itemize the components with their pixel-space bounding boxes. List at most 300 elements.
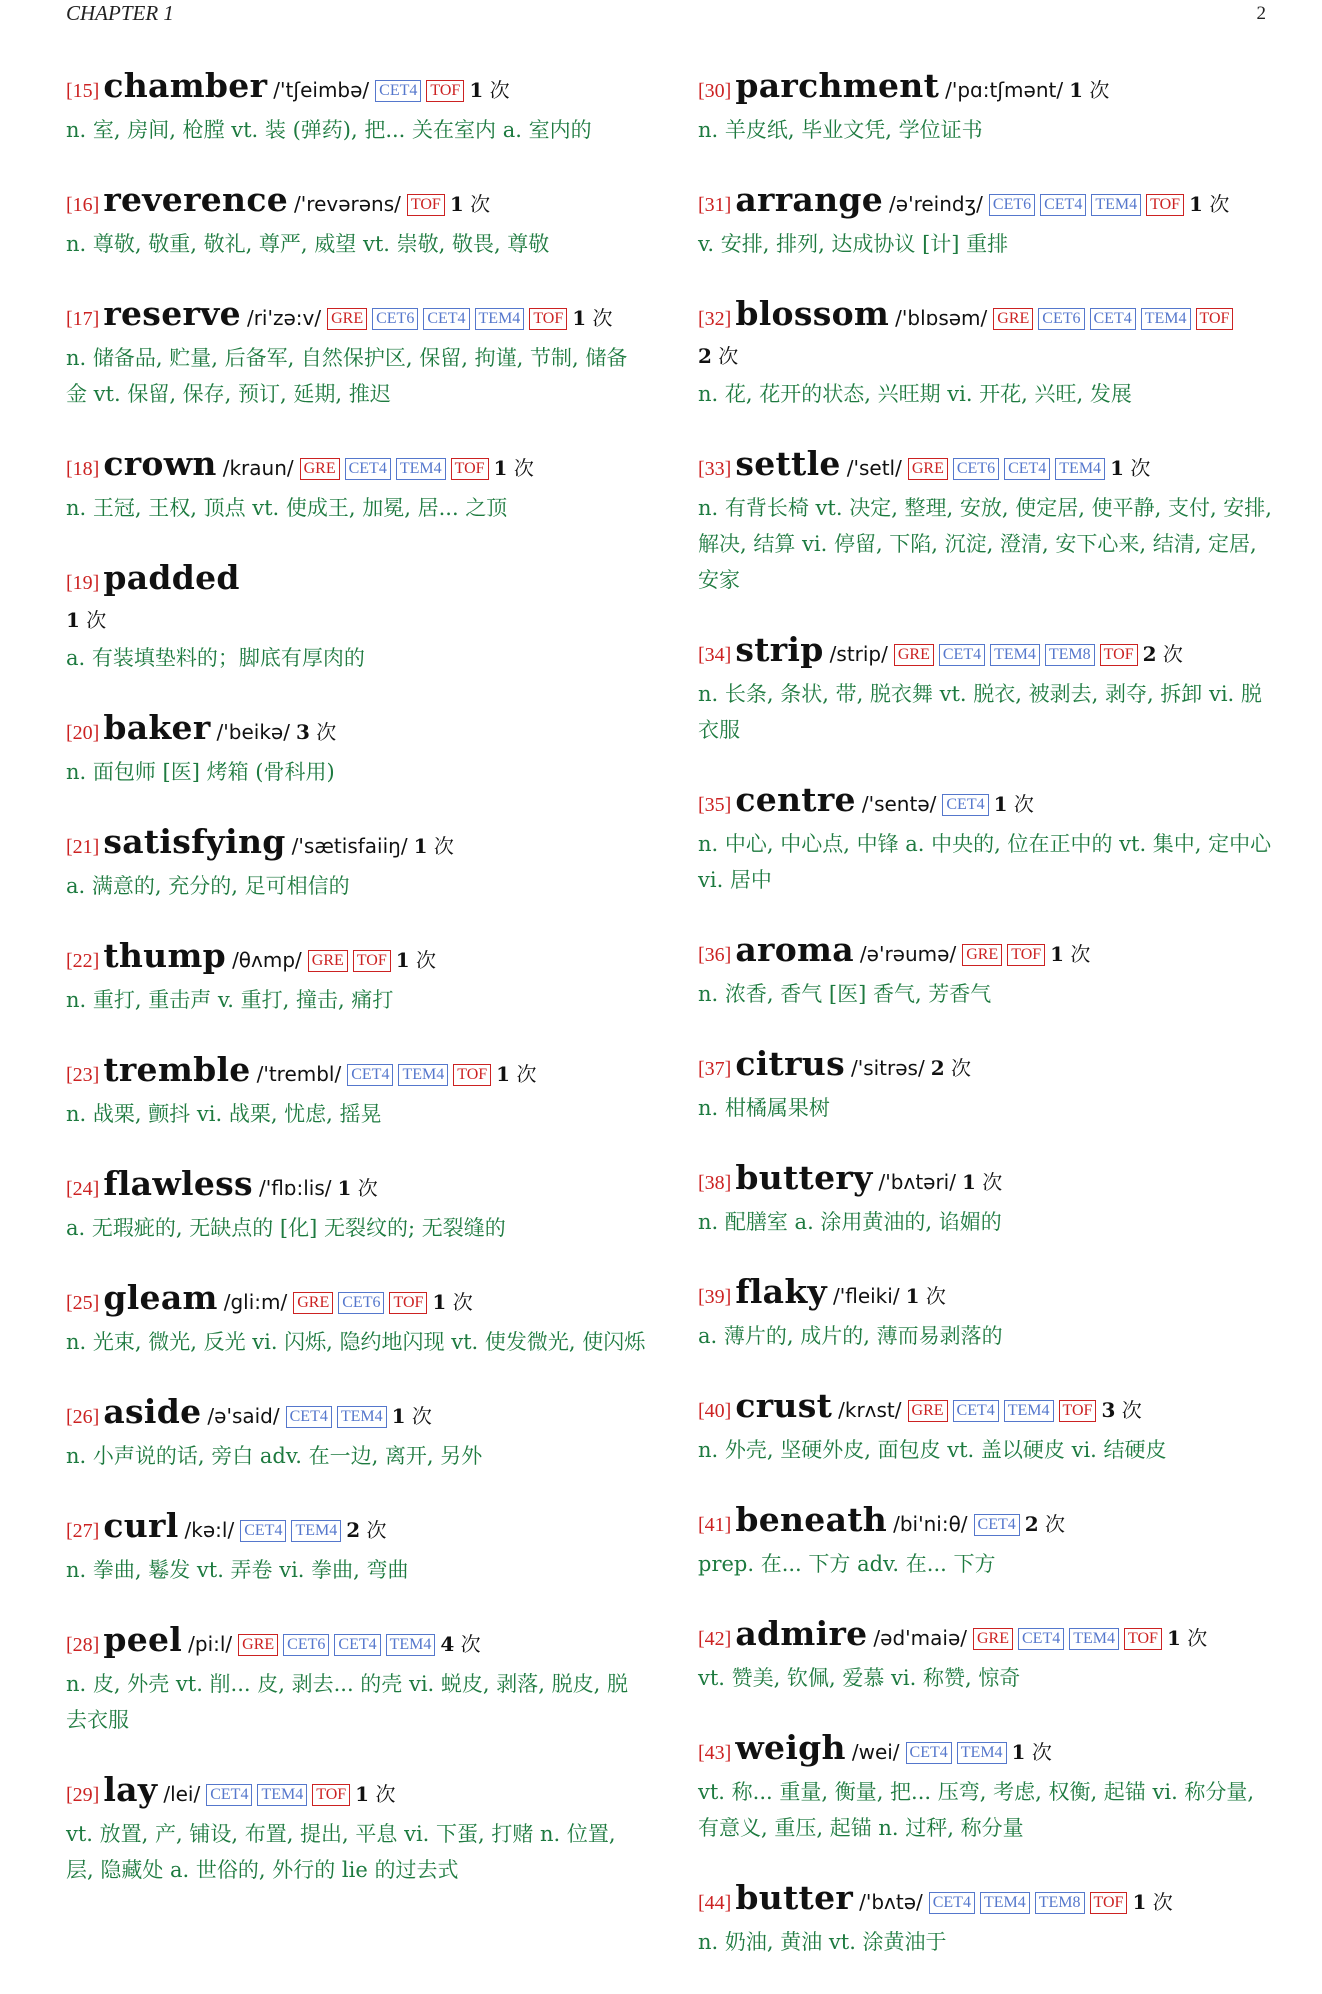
exam-tag-tof: TOF (353, 950, 391, 972)
occurrence-count (414, 834, 454, 858)
count-value: 2 (1024, 1512, 1039, 1536)
count-value: 1 (1110, 456, 1124, 480)
occurrence-count (450, 192, 490, 216)
count-unit: 次 (416, 948, 437, 972)
phonetic: /'beikə/ (216, 720, 290, 744)
count-value: 3 (295, 720, 310, 744)
exam-tag-tem4: TEM4 (1091, 194, 1141, 216)
count-value: 1 (337, 1176, 352, 1200)
vocab-entry (698, 1502, 1278, 1582)
definition: a. 无瑕疵的, 无缺点的 [化] 无裂纹的; 无裂缝的 (66, 1216, 506, 1240)
count-value: 1 (993, 792, 1008, 816)
count-value: 1 (1166, 1626, 1181, 1650)
count-unit: 次 (513, 456, 534, 480)
exam-tag-cet4: CET4 (929, 1892, 975, 1914)
exam-tag-tof: TOF (1007, 944, 1045, 966)
exam-tag-cet4: CET4 (1040, 194, 1086, 216)
entry-number: [24] (66, 1178, 100, 1200)
exam-tag-tof: TOF (426, 80, 464, 102)
entry-headline (66, 1394, 646, 1436)
count-value: 1 (1069, 78, 1083, 102)
vocab-entry (66, 1622, 646, 1738)
exam-tag-cet4: CET4 (206, 1784, 252, 1806)
entry-headline (698, 1274, 1278, 1316)
definition: n. 皮, 外壳 vt. 削... 皮, 剥去... 的壳 vi. 蜕皮, 剥落, 脱皮, 脱去衣服 (66, 1672, 628, 1732)
occurrence-count (1110, 456, 1150, 480)
exam-tag-cet4: CET4 (240, 1520, 286, 1542)
exam-tag-cet4: CET4 (942, 794, 988, 816)
definition: n. 配膳室 a. 涂用黄油的, 谄媚的 (698, 1210, 1002, 1234)
definition: n. 尊敬, 敬重, 敬礼, 尊严, 威望 vt. 崇敬, 敬畏, 尊敬 (66, 232, 550, 256)
headword: admire (735, 1614, 868, 1653)
occurrence-count (1132, 1890, 1172, 1914)
definition: v. 安排, 排列, 达成协议 [计] 重排 (698, 232, 1009, 256)
entry-headline (66, 296, 646, 338)
exam-tag-tem4: TEM4 (386, 1634, 436, 1656)
entry-number: [17] (66, 308, 100, 330)
count-value: 1 (961, 1170, 976, 1194)
entry-number: [15] (66, 80, 100, 102)
occurrence-count (1167, 1626, 1207, 1650)
headword: flawless (103, 1164, 253, 1203)
entry-headline (66, 446, 646, 488)
vocab-entry (698, 632, 1278, 748)
entry-number: [38] (698, 1172, 732, 1194)
entry-headline (66, 710, 646, 752)
vocab-entry (66, 1280, 646, 1360)
count-value: 2 (1142, 642, 1157, 666)
occurrence-count (1050, 942, 1090, 966)
vocab-entry (698, 182, 1278, 262)
count-unit: 次 (982, 1170, 1003, 1194)
vocab-entry (66, 1394, 646, 1474)
entry-number: [36] (698, 944, 732, 966)
headword: curl (103, 1506, 179, 1545)
entry-number: [42] (698, 1628, 732, 1650)
vocab-entry (66, 296, 646, 412)
phonetic: /əd'maiə/ (873, 1626, 967, 1650)
definition: n. 中心, 中心点, 中锋 a. 中央的, 位在正中的 vt. 集中, 定中心 vi. 居中 (698, 832, 1272, 892)
exam-tag-cet4: CET4 (974, 1514, 1020, 1536)
count-value: 1 (905, 1284, 920, 1308)
exam-tag-cet4: CET4 (1090, 308, 1136, 330)
exam-tag-gre: GRE (908, 458, 948, 480)
phonetic: /'bʌtə/ (859, 1890, 923, 1914)
headword: citrus (735, 1044, 845, 1083)
exam-tag-tem4: TEM4 (257, 1784, 307, 1806)
vocab-entry (66, 1052, 646, 1132)
exam-tag-gre: GRE (894, 644, 934, 666)
exam-tag-tem4: TEM4 (291, 1520, 341, 1542)
headword: aroma (735, 930, 854, 969)
phonetic: /gli:m/ (223, 1290, 288, 1314)
entry-headline (66, 1622, 646, 1664)
headword: strip (735, 630, 824, 669)
occurrence-count (392, 1404, 432, 1428)
count-unit: 次 (1130, 456, 1151, 480)
entry-headline (698, 1616, 1278, 1658)
exam-tag-cet4: CET4 (1004, 458, 1050, 480)
definition: n. 花, 花开的状态, 兴旺期 vi. 开花, 兴旺, 发展 (698, 382, 1132, 406)
headword: peel (103, 1620, 183, 1659)
occurrence-count (1012, 1740, 1052, 1764)
exam-tag-cet6: CET6 (283, 1634, 329, 1656)
occurrence-count (1025, 1512, 1065, 1536)
phonetic: /'sitrəs/ (850, 1056, 925, 1080)
entry-number: [34] (698, 644, 732, 666)
entry-headline (66, 1166, 646, 1208)
count-unit: 次 (86, 608, 107, 632)
count-unit: 次 (1070, 942, 1091, 966)
entry-number: [33] (698, 458, 732, 480)
vocab-entry (698, 932, 1278, 1012)
phonetic: /kə:l/ (184, 1518, 235, 1542)
count-unit: 次 (452, 1290, 473, 1314)
headword: weigh (735, 1728, 846, 1767)
definition: n. 储备品, 贮量, 后备军, 自然保护区, 保留, 拘谨, 节制, 储备金 vt. 保留, 保存, 预订, 延期, 推迟 (66, 346, 628, 406)
headword: padded (103, 558, 240, 597)
exam-tag-gre: GRE (308, 950, 348, 972)
phonetic: /'sætisfaiiŋ/ (291, 834, 408, 858)
phonetic: /lei/ (163, 1782, 201, 1806)
exam-tag-tem4: TEM4 (1141, 308, 1191, 330)
headword: crust (735, 1386, 833, 1425)
definition: n. 战栗, 颤抖 vi. 战栗, 忧虑, 摇晃 (66, 1102, 382, 1126)
definition: a. 满意的, 充分的, 足可相信的 (66, 874, 350, 898)
entry-headline (698, 1880, 1278, 1922)
count-unit: 次 (1089, 78, 1110, 102)
phonetic: /'setl/ (846, 456, 902, 480)
occurrence-count (1069, 78, 1109, 102)
vocab-entry (66, 446, 646, 526)
exam-tag-tem4: TEM4 (1069, 1628, 1119, 1650)
entry-headline (66, 68, 646, 110)
definition: n. 有背长椅 vt. 决定, 整理, 安放, 使定居, 使平静, 支付, 安排, 解决, 结算 vi. 停留, 下陷, 沉淀, 澄清, 安下心来, 结清, 定居, 安家 (698, 496, 1272, 592)
headword: thump (103, 936, 227, 975)
vocab-entry (66, 1166, 646, 1246)
entry-headline (66, 1508, 646, 1550)
definition: vt. 称... 重量, 衡量, 把... 压弯, 考虑, 权衡, 起锚 vi. 称分量, 有意义, 重压, 起锚 n. 过秤, 称分量 (698, 1780, 1255, 1840)
count-value: 1 (355, 1782, 370, 1806)
phonetic: /ri'zə:v/ (246, 306, 322, 330)
occurrence-count (962, 1170, 1002, 1194)
exam-tag-tem4: TEM4 (398, 1064, 448, 1086)
exam-tag-tof: TOF (389, 1292, 427, 1314)
headword: flaky (735, 1272, 827, 1311)
phonetic: /wei/ (851, 1740, 900, 1764)
exam-tag-cet4: CET4 (334, 1634, 380, 1656)
vocab-entry (698, 1616, 1278, 1696)
count-unit: 次 (375, 1782, 396, 1806)
phonetic: /'pɑ:tʃmənt/ (945, 78, 1064, 102)
entry-headline (66, 1772, 646, 1814)
entry-number: [26] (66, 1406, 100, 1428)
entry-headline (698, 932, 1278, 974)
phonetic: /θʌmp/ (232, 948, 302, 972)
vocab-entry (698, 1160, 1278, 1240)
exam-tag-cet4: CET4 (345, 458, 391, 480)
occurrence-count (296, 720, 336, 744)
occurrence-count (496, 1062, 536, 1086)
count-value: 1 (1011, 1740, 1026, 1764)
exam-tag-gre: GRE (293, 1292, 333, 1314)
vocab-entry (66, 824, 646, 904)
count-value: 3 (1101, 1398, 1116, 1422)
entry-headline (66, 1052, 646, 1094)
count-value: 2 (930, 1056, 945, 1080)
exam-tag-cet4: CET4 (423, 308, 469, 330)
vocab-entry (698, 446, 1278, 598)
occurrence-count (906, 1284, 946, 1308)
exam-tag-tem8: TEM8 (1035, 1892, 1085, 1914)
definition: n. 王冠, 王权, 顶点 vt. 使成王, 加冕, 居... 之顶 (66, 496, 508, 520)
occurrence-count (432, 1290, 472, 1314)
count-unit: 次 (366, 1518, 387, 1542)
entry-number: [27] (66, 1520, 100, 1542)
count-value: 1 (395, 948, 410, 972)
phonetic: /strip/ (829, 642, 888, 666)
page-number: 2 (1256, 3, 1266, 24)
entry-number: [41] (698, 1514, 732, 1536)
vocab-entry (698, 782, 1278, 898)
headword: centre (735, 780, 856, 819)
count-value: 1 (432, 1290, 447, 1314)
exam-tag-cet6: CET6 (372, 308, 418, 330)
entry-headline (698, 1046, 1278, 1088)
vocab-entry (698, 296, 1278, 412)
exam-tag-cet4: CET4 (375, 80, 421, 102)
exam-tag-tof: TOF (529, 308, 567, 330)
occurrence-count (1101, 1398, 1141, 1422)
count-value: 1 (1132, 1890, 1147, 1914)
definition: n. 柑橘属果树 (698, 1096, 830, 1120)
phonetic: /'blɒsəm/ (895, 306, 988, 330)
exam-tag-gre: GRE (973, 1628, 1013, 1650)
phonetic: /pi:l/ (188, 1632, 233, 1656)
exam-tag-tem4: TEM4 (957, 1742, 1007, 1764)
count-unit: 次 (1013, 792, 1034, 816)
entry-number: [43] (698, 1742, 732, 1764)
count-value: 1 (413, 834, 428, 858)
headword: baker (103, 708, 211, 747)
vocab-entry (698, 1046, 1278, 1126)
exam-tag-gre: GRE (962, 944, 1002, 966)
occurrence-count (494, 456, 534, 480)
count-unit: 次 (1152, 1890, 1173, 1914)
definition: n. 光束, 微光, 反光 vi. 闪烁, 隐约地闪现 vt. 使发微光, 使闪烁 (66, 1330, 646, 1354)
count-value: 1 (391, 1404, 406, 1428)
count-unit: 次 (718, 344, 739, 368)
exam-tag-tof: TOF (453, 1064, 491, 1086)
exam-tag-tof: TOF (1059, 1400, 1097, 1422)
headword: parchment (735, 66, 940, 105)
phonetic: /'revərəns/ (294, 192, 401, 216)
definition: vt. 赞美, 钦佩, 爱慕 vi. 称赞, 惊奇 (698, 1666, 1021, 1690)
headword: tremble (103, 1050, 251, 1089)
vocab-entry (698, 1730, 1278, 1846)
exam-tag-cet6: CET6 (1038, 308, 1084, 330)
vocab-entry (66, 68, 646, 148)
vocab-entry (66, 182, 646, 262)
exam-tag-tof: TOF (451, 458, 489, 480)
headword: reserve (103, 294, 241, 333)
phonetic: /ə'rəumə/ (859, 942, 957, 966)
exam-tag-cet4: CET4 (1018, 1628, 1064, 1650)
count-unit: 次 (516, 1062, 537, 1086)
exam-tag-gre: GRE (300, 458, 340, 480)
headword: arrange (735, 180, 884, 219)
exam-tag-tem4: TEM4 (475, 308, 525, 330)
exam-tag-cet4: CET4 (347, 1064, 393, 1086)
occurrence-count (469, 78, 509, 102)
exam-tag-tem4: TEM4 (337, 1406, 387, 1428)
headword: beneath (735, 1500, 888, 1539)
count-unit: 次 (433, 834, 454, 858)
exam-tag-tem4: TEM4 (396, 458, 446, 480)
definition: n. 重打, 重击声 v. 重打, 撞击, 痛打 (66, 988, 394, 1012)
count-unit: 次 (316, 720, 337, 744)
count-value: 1 (469, 78, 484, 102)
headword: buttery (735, 1158, 873, 1197)
exam-tag-gre: GRE (327, 308, 367, 330)
chapter-header: CHAPTER 1 (66, 1, 174, 25)
entry-number: [20] (66, 722, 100, 744)
entry-number: [44] (698, 1892, 732, 1914)
entry-number: [32] (698, 308, 732, 330)
vocab-entry (66, 560, 646, 676)
phonetic: /'flɒ:lis/ (258, 1176, 332, 1200)
entry-headline (698, 1160, 1278, 1202)
occurrence-count (572, 306, 612, 330)
phonetic: /'fleiki/ (832, 1284, 900, 1308)
count-value: 1 (1050, 942, 1065, 966)
exam-tag-tem4: TEM4 (1055, 458, 1105, 480)
count-value: 4 (440, 1632, 455, 1656)
headword: butter (735, 1878, 854, 1917)
left-column (66, 68, 646, 1922)
count-value: 2 (346, 1518, 361, 1542)
phonetic: /ə'reindʒ/ (889, 192, 983, 216)
exam-tag-gre: GRE (908, 1400, 948, 1422)
phonetic: /krʌst/ (838, 1398, 902, 1422)
vocab-entry (66, 938, 646, 1018)
count-value: 1 (66, 608, 80, 632)
headword: settle (735, 444, 841, 483)
definition: n. 面包师 [医] 烤箱 (骨科用) (66, 760, 335, 784)
entry-headline (698, 1730, 1278, 1772)
phonetic: /'sentə/ (861, 792, 937, 816)
exam-tag-tof: TOF (1146, 194, 1184, 216)
occurrence-count (396, 948, 436, 972)
occurrence-count (1189, 192, 1229, 216)
exam-tag-tof: TOF (1124, 1628, 1162, 1650)
definition: n. 羊皮纸, 毕业文凭, 学位证书 (698, 118, 983, 142)
occurrence-count (66, 602, 646, 638)
exam-tag-cet6: CET6 (338, 1292, 384, 1314)
definition: n. 拳曲, 鬈发 vt. 弄卷 vi. 拳曲, 弯曲 (66, 1558, 409, 1582)
entry-number: [35] (698, 794, 732, 816)
entry-headline (698, 446, 1278, 488)
count-unit: 次 (1187, 1626, 1208, 1650)
entry-headline (66, 1280, 646, 1322)
exam-tag-tem4: TEM4 (980, 1892, 1030, 1914)
count-value: 1 (1189, 192, 1203, 216)
count-unit: 次 (1209, 192, 1230, 216)
exam-tag-cet6: CET6 (953, 458, 999, 480)
definition: n. 浓香, 香气 [医] 香气, 芳香气 (698, 982, 992, 1006)
count-unit: 次 (925, 1284, 946, 1308)
definition: n. 长条, 条状, 带, 脱衣舞 vt. 脱衣, 被剥去, 剥夺, 拆卸 vi. 脱衣服 (698, 682, 1262, 742)
entry-headline (66, 560, 646, 638)
phonetic: /ə'said/ (207, 1404, 280, 1428)
phonetic: /'bʌtəri/ (878, 1170, 956, 1194)
definition: n. 室, 房间, 枪膛 vt. 装 (弹药), 把... 关在室内 a. 室内的 (66, 118, 592, 142)
entry-headline (698, 182, 1278, 224)
entry-headline (66, 938, 646, 980)
headword: gleam (103, 1278, 218, 1317)
occurrence-count (698, 338, 1278, 374)
entry-headline (698, 632, 1278, 674)
exam-tag-tof: TOF (1090, 1892, 1128, 1914)
count-value: 1 (496, 1062, 511, 1086)
count-unit: 次 (1031, 1740, 1052, 1764)
occurrence-count (440, 1632, 480, 1656)
exam-tag-gre: GRE (993, 308, 1033, 330)
entry-headline (66, 182, 646, 224)
definition: prep. 在... 下方 adv. 在... 下方 (698, 1552, 996, 1576)
exam-tag-cet4: CET4 (939, 644, 985, 666)
vocab-entry (698, 1880, 1278, 1960)
count-value: 2 (698, 344, 712, 368)
definition: n. 小声说的话, 旁白 adv. 在一边, 离开, 另外 (66, 1444, 483, 1468)
definition: n. 奶油, 黄油 vt. 涂黄油于 (698, 1930, 947, 1954)
right-column (698, 68, 1278, 1994)
entry-headline (698, 1502, 1278, 1544)
definition: vt. 放置, 产, 铺设, 布置, 提出, 平息 vi. 下蛋, 打赌 n. 位置, 层, 隐藏处 a. 世俗的, 外行的 lie 的过去式 (66, 1822, 616, 1882)
entry-number: [37] (698, 1058, 732, 1080)
exam-tag-tem4: TEM4 (990, 644, 1040, 666)
occurrence-count (994, 792, 1034, 816)
exam-tag-tof: TOF (407, 194, 445, 216)
entry-headline (698, 296, 1278, 374)
entry-number: [25] (66, 1292, 100, 1314)
vocab-entry (66, 710, 646, 790)
occurrence-count (931, 1056, 971, 1080)
exam-tag-tem8: TEM8 (1045, 644, 1095, 666)
entry-number: [28] (66, 1634, 100, 1656)
exam-tag-cet4: CET4 (953, 1400, 999, 1422)
count-unit: 次 (489, 78, 510, 102)
count-unit: 次 (470, 192, 491, 216)
headword: blossom (735, 294, 890, 333)
count-unit: 次 (411, 1404, 432, 1428)
entry-number: [39] (698, 1286, 732, 1308)
count-unit: 次 (592, 306, 613, 330)
count-value: 1 (493, 456, 508, 480)
entry-number: [22] (66, 950, 100, 972)
vocab-entry (66, 1508, 646, 1588)
count-value: 1 (572, 306, 587, 330)
exam-tag-gre: GRE (238, 1634, 278, 1656)
count-unit: 次 (1121, 1398, 1142, 1422)
definition: a. 薄片的, 成片的, 薄而易剥落的 (698, 1324, 1003, 1348)
headword: lay (103, 1770, 158, 1809)
headword: aside (103, 1392, 202, 1431)
occurrence-count (346, 1518, 386, 1542)
entry-number: [31] (698, 194, 732, 216)
entry-number: [18] (66, 458, 100, 480)
headword: crown (103, 444, 217, 483)
